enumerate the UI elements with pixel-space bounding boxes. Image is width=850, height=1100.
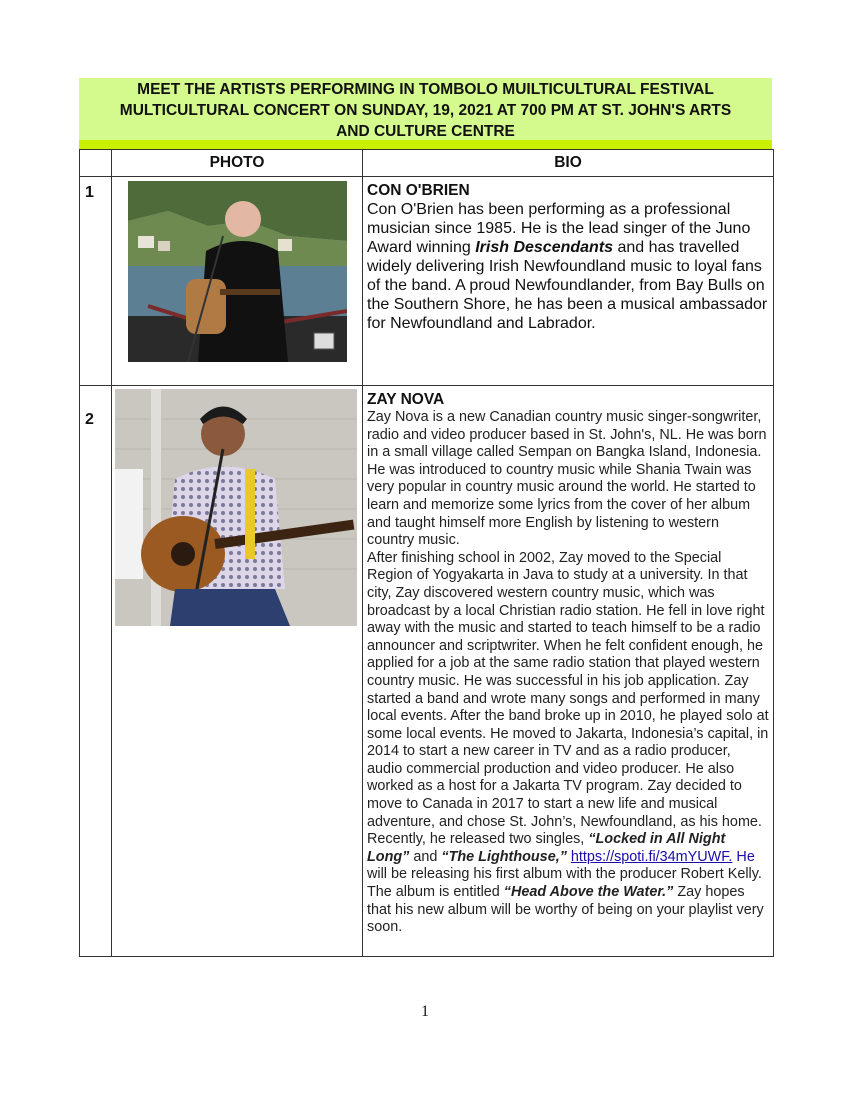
row-number: 1	[80, 177, 112, 386]
table-header-row	[80, 150, 774, 177]
page-title-banner	[79, 78, 772, 140]
photo-column-header: PHOTO	[112, 150, 363, 177]
row-number: 2	[80, 386, 112, 957]
bio-paragraph-2: After finishing school in 2002, Zay moved to the Special Region of Yogyakarta in Java to study at a university. In that city, Zay discovered western country music, which was broadcast by a local Christian radio station. He fell in love right away with the music and started to teach himself to be a radio announcer and scriptwriter. When he felt confident enough, he applied for a job at the same radio station that played western country music. He was successful in his job application. Zay started a band and wrote many songs and performed in many local events. After the band broke up in 2010, he played solo at some local events. He moved to Jakarta, Indonesia’s capital, in 2014 to start a new career in TV and as a radio producer, audio commercial production and video producer. He also worked as a host for a Jakarta TV program. Zay decided to move to Canada in 2017 to start a new life and musical adventure, and chose St. John’s, Newfoundland, as his home. Recently, he released two singles,	[367, 549, 769, 848]
album-title: “Head Above the Water.”	[503, 884, 674, 901]
bio-cell	[363, 386, 774, 957]
single-title-1: “Locked in All Night Long”	[367, 831, 726, 865]
artist-name: ZAY NOVA	[367, 391, 445, 408]
bio-paragraph-1: Zay Nova is a new Canadian country music singer-songwriter, radio and video producer based in St. John's, NL. He was born in a small village called Sempan on Bangka Island, Indonesia. He was introduced to country music while Shania Twain was very popular in country music around the world. He started to learn and memorize some lyrics from the cover of her album and taught himself more English by listening to western country music.	[367, 409, 767, 549]
table-row	[80, 177, 774, 386]
banner-accent-bar	[79, 140, 772, 149]
bio-closing: Zay hopes that his new album will be worthy of being on your playlist very soon.	[367, 884, 764, 936]
and-text: and	[409, 848, 442, 865]
bio-text-start: Con O'Brien has been performing as a professional musician since 1985. He is the lead singer of the Juno Award winning	[367, 201, 751, 256]
single-title-2: “The Lighthouse,”	[441, 848, 567, 865]
artist-name: CON O'BRIEN	[367, 182, 470, 199]
he-text: He	[732, 848, 755, 865]
bio-column-header: BIO	[363, 150, 774, 177]
bio-text-end: and has travelled widely delivering Irish Newfoundland music to loyal fans of the band. A proud Newfoundlander, from Bay Bulls on the Southern Shore, he has been a musical ambassador for Newfoundland and Labrador.	[367, 239, 768, 332]
bio-cell	[363, 177, 774, 386]
table-row	[80, 386, 774, 957]
bio-release-text: will be releasing his first album with the producer Robert Kelly. The album is entitled	[367, 866, 762, 901]
title-line-1: MEET THE ARTISTS PERFORMING IN TOMBOLO MUILTICULTURAL FESTIVAL	[137, 81, 714, 98]
artist-table	[79, 149, 774, 957]
title-line-2: MULTICULTURAL CONCERT ON SUNDAY, 19, 2021 AT 700 PM AT ST. JOHN'S ARTS	[119, 102, 732, 119]
photo-cell	[112, 177, 363, 386]
title-line-3: AND CULTURE CENTRE	[336, 123, 515, 140]
number-column-header	[80, 150, 112, 177]
band-name: Irish Descendants	[475, 239, 614, 256]
spotify-link[interactable]: https://spoti.fi/34mYUWF.	[570, 848, 733, 865]
page-number: 1	[421, 1003, 429, 1020]
con-obrien-photo	[128, 181, 347, 362]
photo-cell	[112, 386, 363, 957]
zay-nova-photo	[115, 389, 357, 626]
